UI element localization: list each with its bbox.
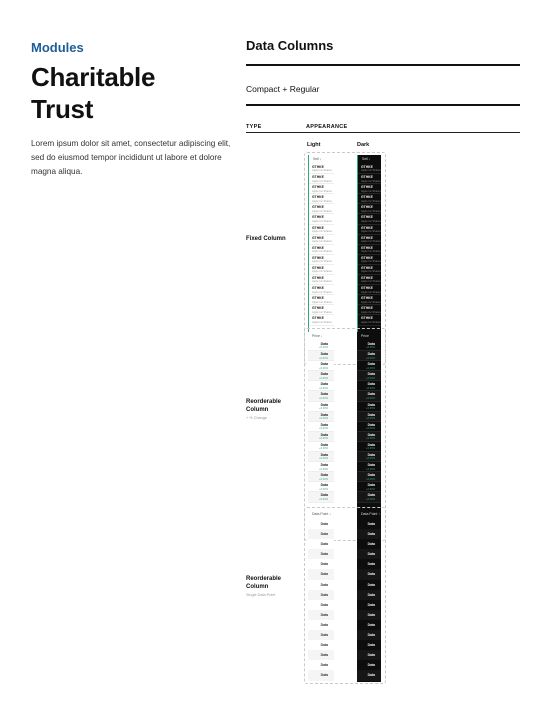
intro-panel (31, 40, 231, 179)
cell-change: +0.00% (366, 346, 375, 350)
data-cell[interactable]: Data (320, 643, 328, 648)
data-cell[interactable]: Data (320, 582, 328, 587)
cell-primary: GTHKE (312, 225, 324, 230)
data-cell[interactable]: Data (308, 630, 334, 640)
cell-secondary: Apple Inc Shares (312, 310, 332, 314)
cell-primary: GTHKE (312, 215, 324, 220)
cell-secondary: Apple Inc Shares (312, 199, 332, 203)
data-cell[interactable] (357, 391, 381, 401)
cell-change: +0.00% (366, 376, 375, 380)
cell-primary: Data (367, 493, 375, 498)
cell-primary: Data (367, 463, 375, 468)
data-cell[interactable] (357, 482, 381, 492)
cell-primary: Data (320, 422, 328, 427)
cell-change: +0.00% (319, 477, 328, 481)
data-columns-section (246, 38, 520, 678)
page-title (31, 61, 231, 125)
data-cell[interactable]: Data (357, 549, 381, 559)
cell-secondary: Apple Inc Shares (361, 310, 381, 314)
cell-change: +0.00% (366, 437, 375, 441)
cell-primary: GTHKE (312, 195, 324, 200)
data-cell[interactable]: Data (308, 590, 334, 600)
cell-primary: GTHKE (312, 235, 324, 240)
data-cell[interactable] (358, 275, 381, 285)
cell-primary: GTHKE (361, 225, 373, 230)
cell-secondary: Apple Inc Shares (361, 320, 381, 324)
cell-primary: Data (367, 422, 375, 427)
data-cell[interactable] (357, 402, 381, 412)
column-header[interactable]: Price (361, 334, 369, 338)
data-cell[interactable] (357, 442, 381, 452)
cell-change: +0.00% (366, 406, 375, 410)
column-header[interactable]: Price ↓ (312, 334, 323, 338)
column-header[interactable]: Data Point ↑ (361, 512, 381, 516)
cell-primary: GTHKE (361, 205, 373, 210)
cell-primary: Data (320, 352, 328, 357)
cell-secondary: Apple Inc Shares (361, 219, 381, 223)
cell-primary: Data (367, 362, 375, 367)
cell-change: +0.00% (319, 356, 328, 360)
cell-change: +0.00% (366, 497, 375, 501)
cell-secondary: Apple Inc Shares (361, 260, 381, 264)
cell-secondary: Apple Inc Shares (361, 169, 381, 173)
page-title-line-1: Charitable (31, 62, 156, 92)
data-cell[interactable]: Data (367, 562, 375, 567)
cell-secondary: Apple Inc Shares (312, 260, 332, 264)
cell-change: +0.00% (319, 437, 328, 441)
cell-primary: Data (367, 372, 375, 377)
cell-change: +0.00% (366, 417, 375, 421)
cell-change: +0.00% (319, 497, 328, 501)
cell-primary: GTHKE (312, 296, 324, 301)
data-cell[interactable]: Data (357, 630, 381, 640)
cell-primary: GTHKE (312, 205, 324, 210)
data-cell[interactable] (308, 492, 334, 502)
data-cell[interactable]: Data (308, 569, 334, 579)
cell-primary: GTHKE (312, 316, 324, 321)
data-cell[interactable] (309, 184, 334, 194)
appearance-header: APPEARANCE (306, 124, 348, 130)
cell-primary: GTHKE (361, 185, 373, 190)
cell-secondary: Apple Inc Shares (312, 189, 332, 193)
data-cell[interactable] (309, 174, 334, 184)
cell-change: +0.00% (319, 417, 328, 421)
module-kicker: Modules (31, 40, 84, 55)
reorderable-single-light (308, 510, 334, 682)
data-cell[interactable]: Data (367, 643, 375, 648)
cell-secondary: Apple Inc Shares (361, 179, 381, 183)
data-cell[interactable]: Data (367, 522, 375, 526)
data-cell[interactable] (309, 315, 334, 325)
data-cell[interactable] (309, 255, 334, 265)
data-cell[interactable] (358, 235, 381, 245)
cell-secondary: Apple Inc Shares (312, 320, 332, 324)
data-cell[interactable] (357, 412, 381, 422)
data-cell[interactable]: Data (367, 602, 375, 607)
cell-primary: Data (320, 432, 328, 437)
data-cell[interactable] (308, 361, 334, 371)
cell-primary: GTHKE (361, 215, 373, 220)
data-cell[interactable]: Data (357, 650, 381, 660)
cell-primary: GTHKE (361, 296, 373, 301)
data-cell[interactable] (358, 214, 381, 224)
data-cell[interactable] (308, 452, 334, 462)
cell-primary: Data (367, 442, 375, 447)
data-cell[interactable] (308, 381, 334, 391)
cell-secondary: Apple Inc Shares (312, 209, 332, 213)
cell-primary: GTHKE (312, 276, 324, 281)
cell-change: +0.00% (366, 427, 375, 431)
cell-secondary: Apple Inc Shares (361, 199, 381, 203)
data-cell[interactable]: Data (320, 542, 328, 547)
data-cell[interactable] (309, 194, 334, 204)
cell-primary: Data (320, 473, 328, 478)
data-cell[interactable] (308, 482, 334, 492)
data-cell[interactable]: Data (320, 562, 328, 567)
cell-primary: Data (367, 412, 375, 417)
data-cell[interactable]: Data (308, 670, 334, 680)
cell-primary: Data (320, 493, 328, 498)
row-label-fixed-column (246, 236, 286, 244)
cell-primary: Data (320, 342, 328, 346)
page-title-line-2: Trust (31, 94, 94, 124)
data-cell[interactable]: Data (367, 622, 375, 627)
cell-primary: GTHKE (361, 286, 373, 291)
cell-change: +0.00% (319, 366, 328, 370)
cell-change: +0.00% (319, 396, 328, 400)
data-cell[interactable] (308, 472, 334, 482)
cell-primary: GTHKE (361, 306, 373, 311)
cell-primary: GTHKE (312, 185, 324, 190)
data-cell[interactable] (308, 371, 334, 381)
data-cell[interactable] (308, 422, 334, 432)
cell-primary: Data (367, 382, 375, 387)
data-cell[interactable]: Data (308, 610, 334, 620)
light-label: Light (307, 142, 321, 148)
data-cell[interactable] (309, 225, 334, 235)
cell-secondary: Apple Inc Shares (312, 169, 332, 173)
cell-primary: Data (320, 402, 328, 407)
dark-label: Dark (357, 142, 370, 148)
reorderable-single-dark (357, 510, 381, 682)
section-subtitle: Compact + Regular (246, 84, 320, 94)
data-cell[interactable] (358, 315, 381, 325)
cell-secondary: Apple Inc Shares (361, 300, 381, 304)
row-label-text: Reorderable (246, 399, 282, 405)
cell-secondary: Apple Inc Shares (312, 290, 332, 294)
data-cell[interactable] (309, 164, 334, 174)
cell-primary: Data (320, 362, 328, 367)
data-cell[interactable] (309, 245, 334, 255)
cell-primary: GTHKE (361, 276, 373, 281)
data-cell[interactable]: Data (320, 622, 328, 627)
data-cell[interactable] (357, 432, 381, 442)
data-cell[interactable]: Data (357, 590, 381, 600)
type-header: TYPE (246, 124, 262, 130)
cell-secondary: Apple Inc Shares (312, 179, 332, 183)
cell-primary: Data (367, 352, 375, 357)
cell-primary: GTHKE (312, 165, 324, 169)
cell-secondary: Apple Inc Shares (361, 290, 381, 294)
cell-primary: Data (320, 453, 328, 458)
data-cell[interactable] (308, 402, 334, 412)
data-cell[interactable]: Data (320, 602, 328, 607)
cell-change: +0.00% (366, 386, 375, 390)
data-cell[interactable]: Data (357, 569, 381, 579)
data-cell[interactable] (357, 462, 381, 472)
data-cell[interactable] (357, 361, 381, 371)
data-cell[interactable]: Data (357, 529, 381, 539)
cell-primary: GTHKE (361, 175, 373, 180)
data-cell[interactable] (308, 351, 334, 361)
data-cell[interactable] (309, 305, 334, 315)
data-cell[interactable] (309, 235, 334, 245)
data-cell[interactable] (357, 351, 381, 361)
cell-primary: Data (320, 463, 328, 468)
cell-primary: GTHKE (312, 255, 324, 260)
cell-primary: GTHKE (361, 165, 373, 169)
cell-primary: Data (320, 382, 328, 387)
cell-primary: GTHKE (361, 316, 373, 321)
cell-change: +0.00% (319, 447, 328, 451)
cell-secondary: Apple Inc Shares (361, 280, 381, 284)
cell-secondary: Apple Inc Shares (312, 270, 332, 274)
data-cell[interactable]: Data (357, 670, 381, 680)
cell-secondary: Apple Inc Shares (312, 240, 332, 244)
data-cell[interactable] (309, 285, 334, 295)
data-cell[interactable] (309, 265, 334, 275)
data-cell[interactable]: Data (308, 529, 334, 539)
data-cell[interactable] (358, 225, 381, 235)
data-cell[interactable]: Data (308, 650, 334, 660)
cell-change: +0.00% (319, 457, 328, 461)
data-cell[interactable] (357, 341, 381, 351)
data-cell[interactable] (309, 275, 334, 285)
cell-primary: GTHKE (312, 175, 324, 180)
cell-primary: Data (320, 442, 328, 447)
cell-primary: Data (320, 372, 328, 377)
data-cell[interactable] (358, 265, 381, 275)
cell-change: +0.00% (319, 406, 328, 410)
row-label-text: Column (246, 583, 269, 590)
cell-change: +0.00% (366, 366, 375, 370)
data-cell[interactable] (358, 245, 381, 255)
data-cell[interactable] (357, 492, 381, 502)
data-cell[interactable] (308, 442, 334, 452)
data-cell[interactable] (358, 174, 381, 184)
cell-primary: Data (320, 483, 328, 488)
cell-primary: Data (367, 473, 375, 478)
cell-primary: Data (367, 483, 375, 488)
row-label-text: Reorderable (246, 576, 282, 582)
cell-primary: GTHKE (361, 235, 373, 240)
row-sublabel: Single Data Point (246, 593, 276, 597)
data-cell[interactable] (357, 381, 381, 391)
cell-change: +0.00% (319, 427, 328, 431)
cell-primary: Data (367, 432, 375, 437)
cell-primary: GTHKE (361, 195, 373, 200)
cell-primary: Data (367, 342, 375, 346)
cell-change: +0.00% (366, 477, 375, 481)
cell-secondary: Apple Inc Shares (361, 270, 381, 274)
cell-secondary: Apple Inc Shares (312, 280, 332, 284)
cell-secondary: Apple Inc Shares (361, 250, 381, 254)
cell-primary: GTHKE (312, 245, 324, 250)
cell-change: +0.00% (366, 467, 375, 471)
cell-secondary: Apple Inc Shares (312, 300, 332, 304)
header-rule (246, 132, 520, 133)
cell-primary: Data (367, 453, 375, 458)
section-title: Data Columns (246, 38, 334, 53)
cell-primary: GTHKE (361, 245, 373, 250)
cell-secondary: Apple Inc Shares (361, 209, 381, 213)
cell-change: +0.00% (366, 457, 375, 461)
cell-change: +0.00% (319, 376, 328, 380)
cell-primary: GTHKE (312, 286, 324, 291)
column-header[interactable]: Sell ↓ (313, 157, 322, 161)
cell-secondary: Apple Inc Shares (312, 250, 332, 254)
data-cell[interactable] (308, 391, 334, 401)
data-cell[interactable] (357, 371, 381, 381)
data-cell[interactable]: Data (320, 522, 328, 526)
data-cell[interactable] (308, 432, 334, 442)
cell-secondary: Apple Inc Shares (312, 219, 332, 223)
column-header[interactable]: Sell ↓ (362, 157, 371, 161)
data-cell[interactable] (358, 255, 381, 265)
cell-change: +0.00% (366, 356, 375, 360)
cell-secondary: Apple Inc Shares (361, 189, 381, 193)
data-cell[interactable] (309, 295, 334, 305)
data-cell[interactable] (358, 285, 381, 295)
data-cell[interactable] (358, 305, 381, 315)
row-label-text: Fixed Column (246, 236, 286, 242)
data-cell[interactable] (357, 422, 381, 432)
data-cell[interactable] (308, 412, 334, 422)
subtitle-rule (246, 104, 520, 106)
cell-primary: Data (320, 392, 328, 397)
cell-change: +0.00% (319, 346, 328, 350)
cell-primary: Data (367, 392, 375, 397)
data-cell[interactable] (358, 295, 381, 305)
section-title-rule (246, 64, 520, 66)
cell-primary: GTHKE (361, 255, 373, 260)
data-cell[interactable] (358, 204, 381, 214)
cell-change: +0.00% (319, 487, 328, 491)
column-header[interactable]: Data Point ↓ (312, 512, 332, 516)
row-label-reorderable-single (246, 576, 281, 600)
data-cell[interactable]: Data (357, 610, 381, 620)
cell-primary: Data (367, 402, 375, 407)
data-cell[interactable]: Data (367, 663, 375, 668)
data-cell[interactable] (308, 462, 334, 472)
cell-primary: GTHKE (312, 306, 324, 311)
row-sublabel: + % Change (246, 416, 268, 420)
cell-primary: GTHKE (312, 265, 324, 270)
data-cell[interactable] (308, 341, 334, 351)
data-cell[interactable] (357, 472, 381, 482)
data-cell[interactable]: Data (367, 542, 375, 547)
data-cell[interactable] (358, 194, 381, 204)
cell-change: +0.00% (366, 487, 375, 491)
cell-primary: Data (320, 412, 328, 417)
row-label-text: Column (246, 406, 269, 413)
cell-primary: GTHKE (361, 265, 373, 270)
cell-secondary: Apple Inc Shares (361, 240, 381, 244)
cell-change: +0.00% (319, 467, 328, 471)
cell-secondary: Apple Inc Shares (312, 229, 332, 233)
data-cell[interactable] (358, 184, 381, 194)
row-label-reorderable-percent (246, 399, 281, 423)
data-cell[interactable] (309, 204, 334, 214)
data-cell[interactable]: Data (367, 582, 375, 587)
cell-change: +0.00% (319, 386, 328, 390)
intro-description: Lorem ipsum dolor sit amet, consectetur adipiscing elit, sed do eiusmod tempor incididunt ut labore et dolore magna aliqua. (31, 139, 231, 176)
cell-secondary: Apple Inc Shares (361, 229, 381, 233)
data-cell[interactable]: Data (308, 549, 334, 559)
data-cell[interactable] (357, 452, 381, 462)
cell-change: +0.00% (366, 447, 375, 451)
data-cell[interactable] (309, 214, 334, 224)
data-cell[interactable]: Data (320, 663, 328, 668)
cell-change: +0.00% (366, 396, 375, 400)
data-cell[interactable] (358, 164, 381, 174)
